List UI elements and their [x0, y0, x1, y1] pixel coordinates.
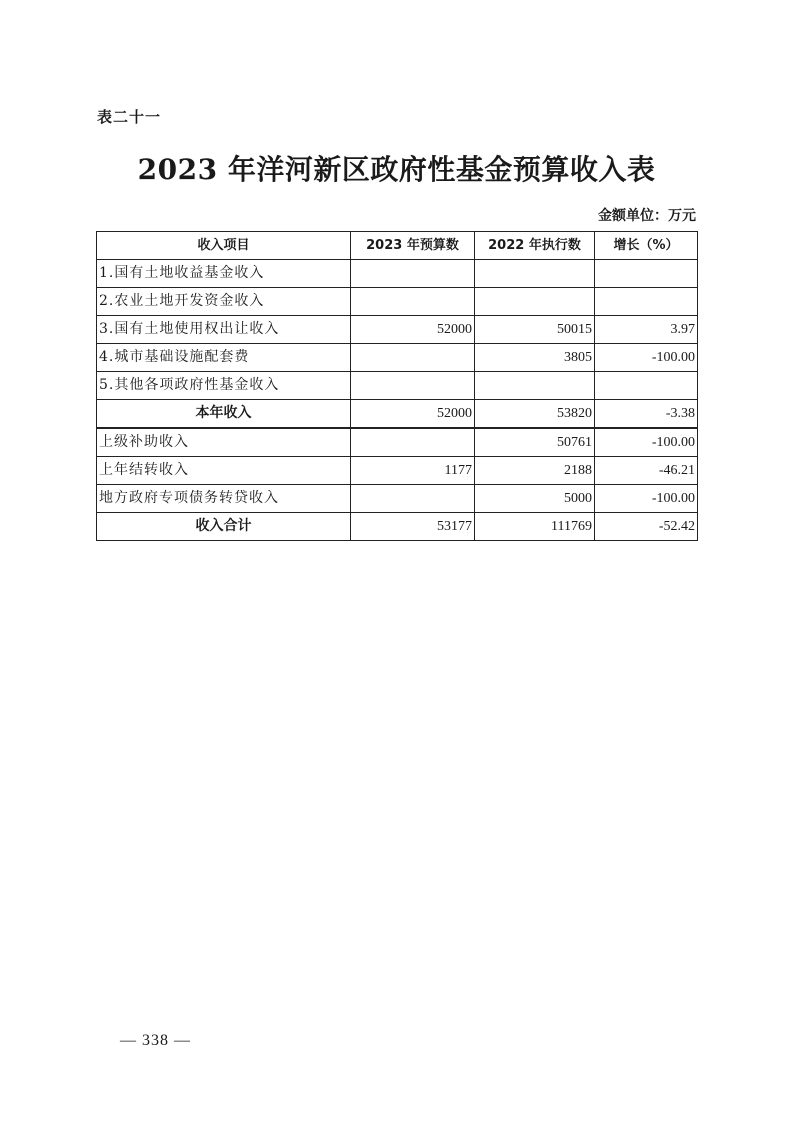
table-row	[97, 372, 698, 400]
row-growth	[595, 288, 698, 316]
table-number: 表二十一	[97, 108, 162, 126]
row-budget-2023: 52000	[351, 400, 475, 429]
row-growth	[595, 260, 698, 288]
row-growth: -46.21	[595, 457, 698, 485]
row-budget-2023	[351, 260, 475, 288]
row-budget-2023	[351, 428, 475, 457]
row-actual-2022: 111769	[475, 513, 595, 541]
row-actual-2022: 50761	[475, 428, 595, 457]
row-budget-2023: 53177	[351, 513, 475, 541]
row-budget-2023: 1177	[351, 457, 475, 485]
row-actual-2022: 5000	[475, 485, 595, 513]
row-actual-2022	[475, 288, 595, 316]
row-growth: 3.97	[595, 316, 698, 344]
table-row	[97, 288, 698, 316]
document-title: 2023 年洋河新区政府性基金预算收入表	[137, 153, 656, 186]
row-item: 上年结转收入	[97, 457, 351, 485]
column-header-actual-2022: 2022 年执行数	[475, 232, 595, 260]
row-actual-2022	[475, 372, 595, 400]
row-budget-2023: 52000	[351, 316, 475, 344]
row-growth: -52.42	[595, 513, 698, 541]
column-header-growth: 增长（%）	[595, 232, 698, 260]
row-item: 上级补助收入	[97, 428, 351, 457]
row-growth	[595, 372, 698, 400]
row-actual-2022: 3805	[475, 344, 595, 372]
row-item: 4.城市基础设施配套费	[97, 344, 351, 372]
row-item: 1.国有土地收益基金收入	[97, 260, 351, 288]
row-item: 5.其他各项政府性基金收入	[97, 372, 351, 400]
row-item: 本年收入	[97, 400, 351, 429]
budget-table	[96, 231, 698, 541]
row-growth: -100.00	[595, 344, 698, 372]
row-budget-2023	[351, 485, 475, 513]
row-item: 2.农业土地开发资金收入	[97, 288, 351, 316]
row-growth: -3.38	[595, 400, 698, 429]
row-item: 3.国有土地使用权出让收入	[97, 316, 351, 344]
row-budget-2023	[351, 344, 475, 372]
row-growth: -100.00	[595, 485, 698, 513]
row-item: 收入合计	[97, 513, 351, 541]
subtotal-row	[97, 400, 698, 429]
table-header-row	[97, 232, 698, 260]
column-header-item: 收入项目	[97, 232, 351, 260]
unit-label: 金额单位：万元	[598, 208, 696, 224]
column-header-budget-2023: 2023 年预算数	[351, 232, 475, 260]
row-actual-2022: 50015	[475, 316, 595, 344]
row-budget-2023	[351, 372, 475, 400]
row-item: 地方政府专项债务转贷收入	[97, 485, 351, 513]
row-actual-2022: 2188	[475, 457, 595, 485]
page-number: — 338 —	[120, 1032, 191, 1049]
row-growth: -100.00	[595, 428, 698, 457]
total-row	[97, 513, 698, 541]
table-row	[97, 316, 698, 344]
table-row	[97, 344, 698, 372]
table-row	[97, 260, 698, 288]
row-actual-2022	[475, 260, 595, 288]
table-row	[97, 428, 698, 457]
row-actual-2022: 53820	[475, 400, 595, 429]
row-budget-2023	[351, 288, 475, 316]
table-row	[97, 485, 698, 513]
table-row	[97, 457, 698, 485]
